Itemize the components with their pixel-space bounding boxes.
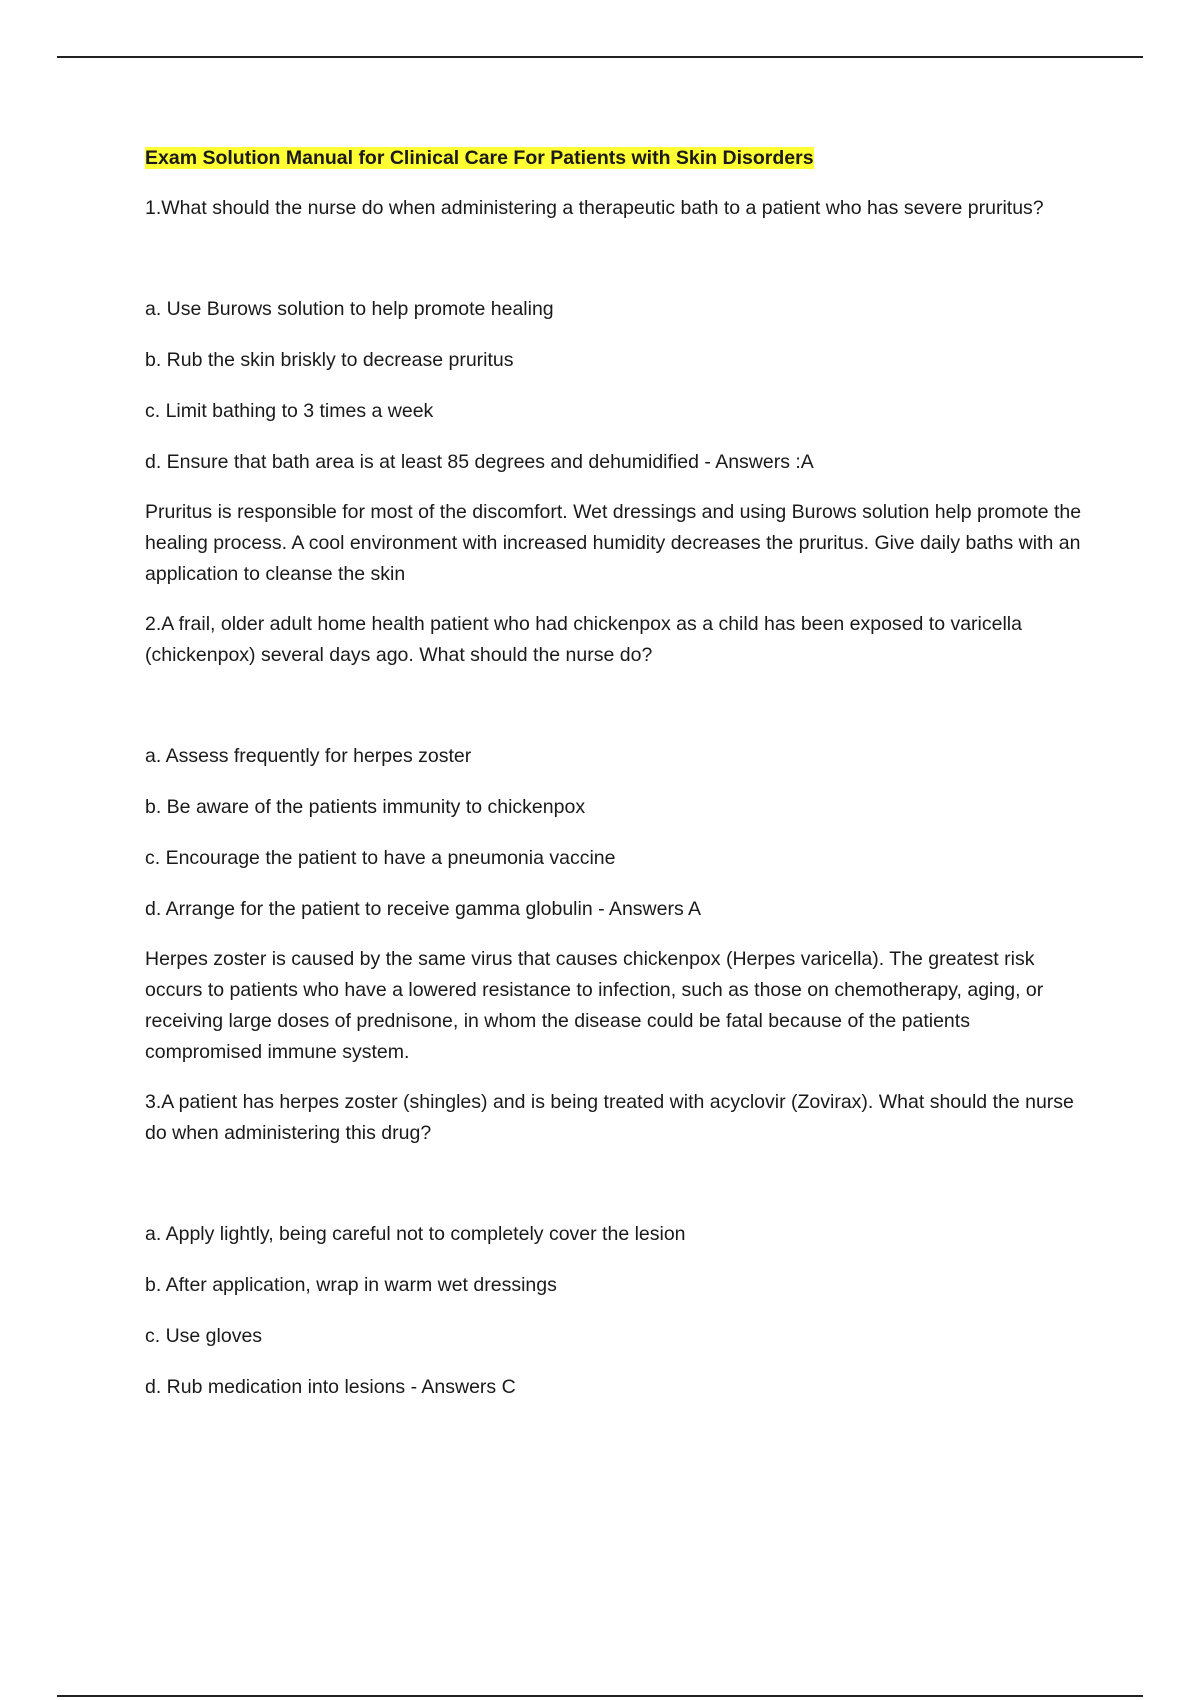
q1-option-c: c. Limit bathing to 3 times a week [145,400,434,422]
q3-option-b: b. After application, wrap in warm wet dressings [145,1274,557,1296]
q1-option-a: a. Use Burows solution to help promote healing [145,298,554,320]
question-3: 3.A patient has herpes zoster (shingles) and is being treated with acyclovir (Zovirax). What should the nurse do when administering this drug? [145,1091,1074,1144]
q2-option-d: d. Arrange for the patient to receive gamma globulin - Answers A [145,898,702,920]
question-1: 1.What should the nurse do when administering a therapeutic bath to a patient who has severe pruritus? [145,197,1044,219]
document-title: Exam Solution Manual for Clinical Care For Patients with Skin Disorders [145,147,814,169]
q2-option-a: a. Assess frequently for herpes zoster [145,745,472,767]
top-rule [57,56,1143,58]
q3-option-d: d. Rub medication into lesions - Answers C [145,1376,516,1398]
q2-rationale: Herpes zoster is caused by the same virus that causes chickenpox (Herpes varicella). The greatest risk occurs to patients who have a lowered resistance to infection, such as those on chemotherapy, aging, or receiving large doses of prednisone, in whom the disease could be fatal because of the patients compromised immune system. [145,948,1044,1063]
q1-option-b: b. Rub the skin briskly to decrease pruritus [145,349,514,371]
q3-option-c: c. Use gloves [145,1325,263,1347]
q3-option-a: a. Apply lightly, being careful not to completely cover the lesion [145,1223,686,1245]
q2-option-b: b. Be aware of the patients immunity to chickenpox [145,796,586,818]
q1-option-d: d. Ensure that bath area is at least 85 degrees and dehumidified - Answers :A [145,451,814,473]
q2-option-c: c. Encourage the patient to have a pneumonia vaccine [145,847,616,869]
document-body [145,143,1085,1422]
q1-rationale: Pruritus is responsible for most of the discomfort. Wet dressings and using Burows solution help promote the healing process. A cool environment with increased humidity decreases the pruritus. Give daily baths with an application to cleanse the skin [145,501,1082,585]
bottom-rule [57,1695,1143,1697]
question-2: 2.A frail, older adult home health patient who had chickenpox as a child has been exposed to varicella (chickenpox) several days ago. What should the nurse do? [145,613,1022,666]
